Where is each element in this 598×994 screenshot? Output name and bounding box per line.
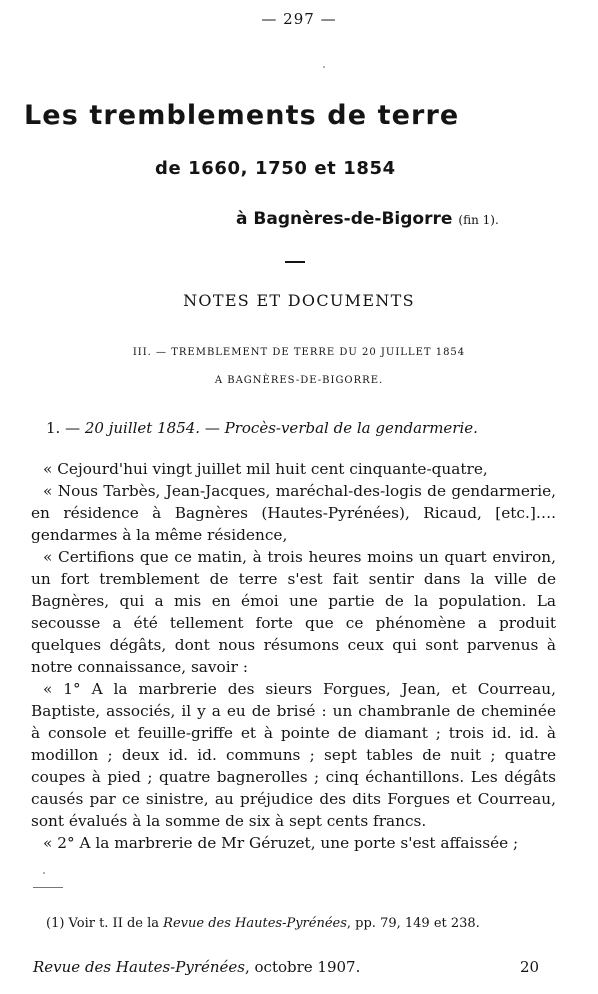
scan-speck (323, 66, 325, 68)
footnote-prefix: (1) Voir t. II de la (46, 916, 160, 931)
article-place-name: à Bagnères-de-Bigorre (236, 209, 453, 229)
paragraph: « 1° A la marbrerie des sieurs Forgues, Jean, et Courreau, Baptiste, associés, il y a eu de brisé : un chambranle de cheminée à console et feuille-griffe et à pointe de diamant ; trois id. id. à modillon ; deux id. id. communs ; sept tables de nuit ; quatre coupes à pied ; quatre bagnerolles ; cinq échantillons. Les dégâts causés par ce sinistre, au préjudice des dits Forgues et Courreau, sont évalués à la somme de six à sept cents francs. (31, 680, 556, 830)
article-dates: de 1660, 1750 et 1854 (155, 158, 396, 179)
article-title: Les tremblements de terre (24, 100, 460, 131)
footer-signature (33, 958, 360, 976)
footnote (46, 916, 480, 931)
section-subheading-place: A BAGNÈRES-DE-BIGORRE. (214, 375, 384, 386)
footer-date: , octobre 1907. (244, 958, 361, 976)
paragraph: « Nous Tarbès, Jean-Jacques, maréchal-des-logis de gendarmerie, en résidence à Bagnères (Hautes-Pyrénées), Ricaud, [etc.]…. gendarmes à la même résidence, (31, 482, 556, 544)
section-heading: NOTES ET DOCUMENTS (183, 291, 415, 310)
item-date: 20 juillet 1854. (84, 419, 201, 437)
item-dash: — (204, 419, 220, 437)
paragraph: « Cejourd'hui vingt juillet mil huit cent cinquante-quatre, (43, 460, 488, 478)
body-text (31, 458, 556, 854)
article-place-note: (fin 1). (458, 213, 499, 227)
footnote-separator (33, 887, 63, 888)
footnote-suffix: , pp. 79, 149 et 238. (346, 916, 480, 931)
article-place (236, 209, 499, 229)
footer-journal: Revue des Hautes-Pyrénées (33, 958, 245, 976)
footnote-journal: Revue des Hautes-Pyrénées (163, 916, 347, 931)
section-subheading: III. — TREMBLEMENT DE TERRE DU 20 JUILLET 1854 (132, 347, 466, 358)
scan-speck (43, 872, 45, 874)
item-number: 1. — (46, 419, 81, 437)
footer-sheet-number: 20 (520, 958, 540, 976)
title-divider (285, 261, 305, 263)
item-title: Procès-verbal de la gendarmerie. (224, 419, 478, 437)
page-number: — 297 — (261, 10, 337, 28)
paragraph: « Certifions que ce matin, à trois heures moins un quart environ, un fort tremblement de terre s'est fait sentir dans la ville de Bagnères, qui a mis en émoi une partie de la population. La secousse a été tellement forte que ce phénomène a produit quelques dégâts, dont nous résumons ceux qui sont parvenus à notre connaissance, savoir : (31, 548, 556, 676)
paragraph: « 2° A la marbrerie de Mr Géruzet, une porte s'est affaissée ; (43, 834, 519, 852)
document-item-heading (46, 419, 478, 437)
